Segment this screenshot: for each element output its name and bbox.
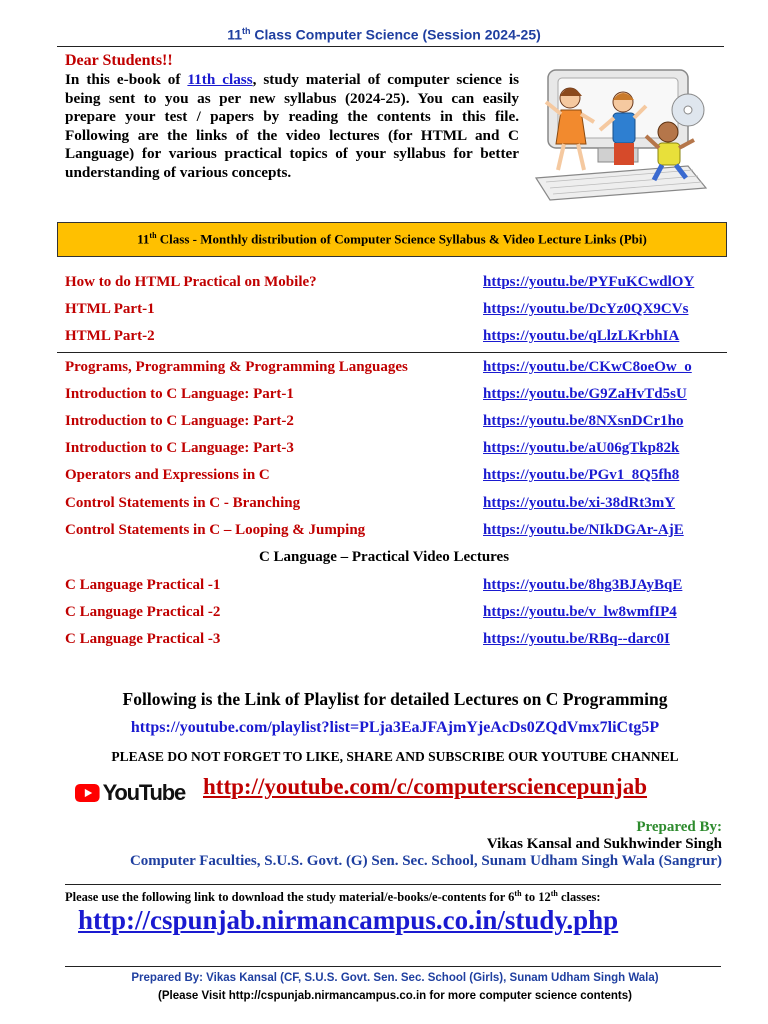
lecture-link[interactable]: https://youtu.be/8NXsnDCr1ho [483,413,684,429]
section-divider [57,352,727,353]
lecture-link[interactable]: https://youtu.be/aU06gTkp82k [483,440,680,456]
lecture-link[interactable]: https://youtu.be/DcYz0QX9CVs [483,301,689,317]
lecture-topic: Control Statements in C - Branching [65,495,301,511]
lecture-link[interactable]: https://youtu.be/PGv1_8Q5fh8 [483,467,680,483]
header-divider [57,46,724,47]
practical-topic: C Language Practical -2 [65,604,221,620]
footer-divider [65,966,721,967]
youtube-play-icon [75,782,100,804]
footer-prepared: Prepared By: Vikas Kansal (CF, S.U.S. Govt. Sen. Sec. School (Girls), Sunam Udham Singh Wala) [131,972,659,984]
lecture-link[interactable]: https://youtu.be/qLlzLKrbhIA [483,328,680,344]
kids-computer-illustration [528,66,718,201]
practical-link[interactable]: https://youtu.be/8hg3BJAyBqE [483,577,683,593]
lecture-topic: Introduction to C Language: Part-2 [65,413,294,429]
playlist-title: Following is the Link of Playlist for detailed Lectures on C Programming [122,689,668,709]
lecture-topic: Introduction to C Language: Part-3 [65,440,294,456]
practical-topic: C Language Practical -1 [65,577,221,593]
lecture-topic: Operators and Expressions in C [65,467,270,483]
youtube-logo [75,778,185,808]
page-header: 11th Class Computer Science (Session 2024-25) [227,26,541,43]
lecture-topic: HTML Part-2 [65,328,155,344]
lecture-link[interactable]: https://youtu.be/G9ZaHvTd5sU [483,386,687,402]
greeting: Dear Students!! [65,52,173,69]
lecture-topic: Programs, Programming & Programming Languages [65,359,408,375]
lecture-topic: HTML Part-1 [65,301,155,317]
subscribe-note: PLEASE DO NOT FORGET TO LIKE, SHARE AND SUBSCRIBE OUR YOUTUBE CHANNEL [111,749,679,764]
class-link[interactable]: 11th class [187,71,253,88]
lecture-topic: Control Statements in C – Looping & Jumping [65,522,366,538]
syllabus-banner: 11th Class - Monthly distribution of Computer Science Syllabus & Video Lecture Links (Pbi) [57,222,727,257]
practical-topic: C Language Practical -3 [65,631,221,647]
lecture-link[interactable]: https://youtu.be/PYFuKCwdlOY [483,274,695,290]
faculty-line: Computer Faculties, S.U.S. Govt. (G) Sen. Sec. School, Sunam Udham Singh Wala (Sangrur) [129,853,722,869]
lecture-topic: How to do HTML Practical on Mobile? [65,274,317,290]
youtube-wordmark: YouTube [102,780,185,805]
prepared-by-label: Prepared By: [636,819,722,835]
playlist-link[interactable]: https://youtube.com/playlist?list=PLja3EaJFAjmYjeAcDs0ZQdVmx7liCtg5P [130,719,660,736]
study-material-link[interactable]: http://cspunjab.nirmancampus.co.in/study.php [78,905,619,935]
practical-link[interactable]: https://youtu.be/RBq--darc0I [483,631,670,647]
practical-heading: C Language – Practical Video Lectures [258,549,510,565]
practical-link[interactable]: https://youtu.be/v_lw8wmfIP4 [483,604,677,620]
download-note: Please use the following link to download the study material/e-books/e-contents for 6th to 12th classes: [65,889,601,905]
channel-link[interactable]: http://youtube.com/c/computersciencepunjab [203,774,648,799]
lecture-link[interactable]: https://youtu.be/CKwC8oeOw_o [483,359,692,375]
footer-visit: (Please Visit http://cspunjab.nirmancampus.co.in for more computer science contents) [158,990,632,1002]
lecture-link[interactable]: https://youtu.be/NIkDGAr-AjE [483,522,684,538]
intro-paragraph: In this e-book of 11th class, study material of computer science is being sent to you as per new syllabus (2024-25). You can easily prepare your test / papers by reading the contents in this file. Following are the links of the video lectures (for HTML and C Language) for various practical topics of your syllabus for better understanding of various concepts. [65,71,519,181]
lecture-link[interactable]: https://youtu.be/xi-38dRt3mY [483,495,676,511]
authors: Vikas Kansal and Sukhwinder Singh [486,836,722,852]
lecture-topic: Introduction to C Language: Part-1 [65,386,294,402]
credits-divider [65,884,721,885]
